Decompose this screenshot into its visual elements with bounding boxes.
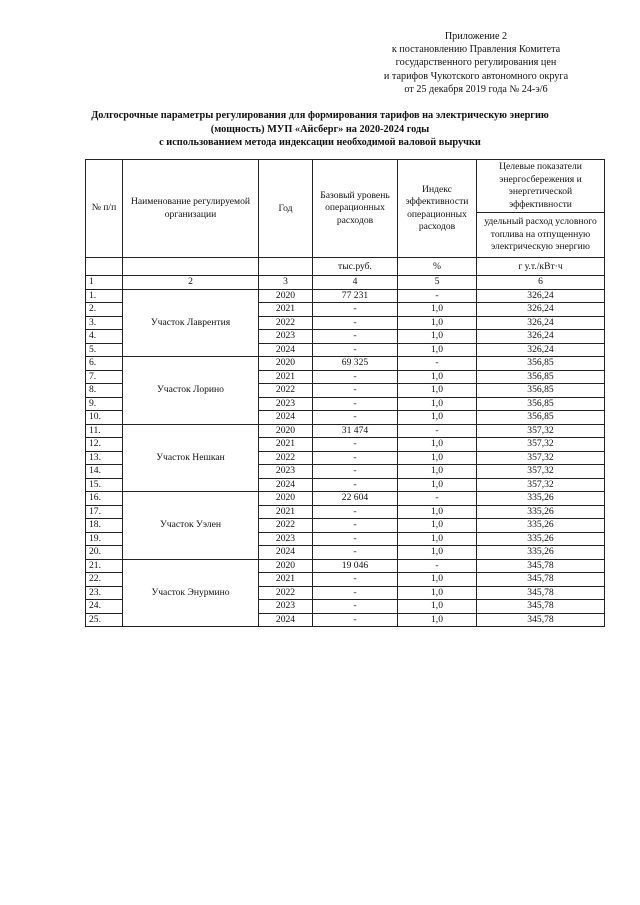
row-number: 16. <box>86 492 123 506</box>
row-efficiency-index: - <box>398 492 477 506</box>
row-year: 2023 <box>259 532 313 546</box>
row-fuel-consumption: 357,32 <box>477 424 605 438</box>
row-efficiency-index: - <box>398 424 477 438</box>
row-fuel-consumption: 335,26 <box>477 532 605 546</box>
units-base: тыс.руб. <box>313 258 398 276</box>
row-efficiency-index: 1,0 <box>398 330 477 344</box>
row-year: 2023 <box>259 330 313 344</box>
row-fuel-consumption: 345,78 <box>477 586 605 600</box>
row-year: 2020 <box>259 492 313 506</box>
row-fuel-consumption: 335,26 <box>477 505 605 519</box>
row-fuel-consumption: 356,85 <box>477 357 605 371</box>
row-year: 2022 <box>259 519 313 533</box>
row-fuel-consumption: 356,85 <box>477 370 605 384</box>
table-row <box>86 289 605 303</box>
organization-name: Участок Лаврентия <box>123 289 259 357</box>
organization-name: Участок Лорино <box>123 357 259 425</box>
row-year: 2023 <box>259 465 313 479</box>
row-number: 23. <box>86 586 123 600</box>
row-number: 4. <box>86 330 123 344</box>
colnum-cell: 1 <box>86 276 123 290</box>
row-number: 22. <box>86 573 123 587</box>
appendix-line: государственного регулирования цен <box>395 57 557 69</box>
row-efficiency-index: 1,0 <box>398 586 477 600</box>
row-number: 17. <box>86 505 123 519</box>
row-fuel-consumption: 326,24 <box>477 303 605 317</box>
row-fuel-consumption: 335,26 <box>477 546 605 560</box>
row-fuel-consumption: 357,32 <box>477 451 605 465</box>
row-efficiency-index: 1,0 <box>398 316 477 330</box>
title-line: с использованием метода индексации необходимой валовой выручки <box>159 137 481 148</box>
row-year: 2024 <box>259 546 313 560</box>
row-fuel-consumption: 326,24 <box>477 316 605 330</box>
row-number: 13. <box>86 451 123 465</box>
organization-name: Участок Уэлен <box>123 492 259 560</box>
appendix-line: к постановлению Правления Комитета <box>391 44 561 56</box>
row-efficiency-index: - <box>398 357 477 371</box>
row-fuel-consumption: 356,85 <box>477 411 605 425</box>
row-base-expenses: - <box>313 546 398 560</box>
row-efficiency-index: 1,0 <box>398 303 477 317</box>
row-number: 8. <box>86 384 123 398</box>
row-number: 12. <box>86 438 123 452</box>
row-efficiency-index: 1,0 <box>398 438 477 452</box>
row-efficiency-index: 1,0 <box>398 478 477 492</box>
appendix-line: от 25 декабря 2019 года № 24-э/6 <box>404 83 548 95</box>
row-year: 2024 <box>259 478 313 492</box>
row-base-expenses: 22 604 <box>313 492 398 506</box>
row-year: 2023 <box>259 397 313 411</box>
row-efficiency-index: 1,0 <box>398 600 477 614</box>
row-year: 2020 <box>259 289 313 303</box>
colnum-cell: 2 <box>123 276 259 290</box>
row-efficiency-index: 1,0 <box>398 411 477 425</box>
row-base-expenses: - <box>313 505 398 519</box>
organization-name: Участок Нешкан <box>123 424 259 492</box>
row-number: 15. <box>86 478 123 492</box>
row-number: 2. <box>86 303 123 317</box>
row-efficiency-index: 1,0 <box>398 532 477 546</box>
row-efficiency-index: 1,0 <box>398 505 477 519</box>
row-fuel-consumption: 345,78 <box>477 559 605 573</box>
row-year: 2022 <box>259 451 313 465</box>
row-year: 2024 <box>259 613 313 627</box>
units-index: % <box>398 258 477 276</box>
row-base-expenses: - <box>313 411 398 425</box>
row-base-expenses: - <box>313 330 398 344</box>
header-year: Год <box>259 160 313 258</box>
row-year: 2020 <box>259 559 313 573</box>
row-base-expenses: - <box>313 532 398 546</box>
row-year: 2022 <box>259 384 313 398</box>
row-year: 2022 <box>259 586 313 600</box>
row-base-expenses: - <box>313 384 398 398</box>
row-number: 7. <box>86 370 123 384</box>
header-base: Базовый уровень операционных расходов <box>313 160 398 258</box>
row-fuel-consumption: 356,85 <box>477 384 605 398</box>
organization-name: Участок Энурмино <box>123 559 259 627</box>
colnum-cell: 3 <box>259 276 313 290</box>
parameters-table <box>85 159 605 627</box>
row-fuel-consumption: 345,78 <box>477 600 605 614</box>
row-fuel-consumption: 326,24 <box>477 289 605 303</box>
row-year: 2024 <box>259 411 313 425</box>
row-base-expenses: - <box>313 438 398 452</box>
units-num <box>86 258 123 276</box>
row-base-expenses: - <box>313 303 398 317</box>
colnum-cell: 4 <box>313 276 398 290</box>
row-base-expenses: - <box>313 316 398 330</box>
units-org <box>123 258 259 276</box>
row-number: 19. <box>86 532 123 546</box>
row-number: 20. <box>86 546 123 560</box>
row-base-expenses: 77 231 <box>313 289 398 303</box>
table-row <box>86 559 605 573</box>
row-efficiency-index: 1,0 <box>398 573 477 587</box>
title-line: Долгосрочные параметры регулирования для формирования тарифов на электрическую энергию <box>91 110 549 121</box>
header-num: № п/п <box>86 160 123 258</box>
row-efficiency-index: - <box>398 289 477 303</box>
row-base-expenses: - <box>313 613 398 627</box>
row-efficiency-index: 1,0 <box>398 465 477 479</box>
row-year: 2021 <box>259 505 313 519</box>
row-efficiency-index: - <box>398 559 477 573</box>
row-fuel-consumption: 345,78 <box>477 613 605 627</box>
colnum-cell: 6 <box>477 276 605 290</box>
document-title <box>60 109 580 150</box>
row-efficiency-index: 1,0 <box>398 343 477 357</box>
row-fuel-consumption: 335,26 <box>477 519 605 533</box>
row-number: 11. <box>86 424 123 438</box>
table-row <box>86 357 605 371</box>
units-fuel: г у.т./кВт·ч <box>477 258 605 276</box>
row-number: 1. <box>86 289 123 303</box>
row-year: 2020 <box>259 424 313 438</box>
row-fuel-consumption: 357,32 <box>477 478 605 492</box>
colnum-cell: 5 <box>398 276 477 290</box>
row-fuel-consumption: 345,78 <box>477 573 605 587</box>
row-base-expenses: 69 325 <box>313 357 398 371</box>
row-base-expenses: - <box>313 465 398 479</box>
row-base-expenses: - <box>313 586 398 600</box>
row-efficiency-index: 1,0 <box>398 451 477 465</box>
appendix-line: Приложение 2 <box>444 31 508 42</box>
row-base-expenses: 19 046 <box>313 559 398 573</box>
appendix-block <box>356 30 596 96</box>
row-fuel-consumption: 357,32 <box>477 465 605 479</box>
appendix-line: и тарифов Чукотского автономного округа <box>383 70 569 82</box>
row-number: 3. <box>86 316 123 330</box>
title-line: (мощность) МУП «Айсберг» на 2020-2024 годы <box>210 123 430 135</box>
row-fuel-consumption: 357,32 <box>477 438 605 452</box>
row-base-expenses: - <box>313 397 398 411</box>
table-row <box>86 424 605 438</box>
row-efficiency-index: 1,0 <box>398 370 477 384</box>
row-year: 2021 <box>259 370 313 384</box>
row-efficiency-index: 1,0 <box>398 613 477 627</box>
table-row <box>86 492 605 506</box>
row-number: 10. <box>86 411 123 425</box>
row-year: 2021 <box>259 573 313 587</box>
header-org: Наименование регулируемой организации <box>123 160 259 258</box>
row-year: 2022 <box>259 316 313 330</box>
header-targets: Целевые показатели энергосбережения и энергетической эффективности <box>477 160 605 213</box>
row-number: 21. <box>86 559 123 573</box>
row-base-expenses: - <box>313 519 398 533</box>
row-base-expenses: - <box>313 451 398 465</box>
header-fuel: удельный расход условного топлива на отпущенную электрическую энергию <box>477 213 605 258</box>
row-base-expenses: - <box>313 573 398 587</box>
row-number: 9. <box>86 397 123 411</box>
row-base-expenses: - <box>313 478 398 492</box>
row-base-expenses: 31 474 <box>313 424 398 438</box>
row-fuel-consumption: 356,85 <box>477 397 605 411</box>
row-base-expenses: - <box>313 343 398 357</box>
row-year: 2023 <box>259 600 313 614</box>
row-base-expenses: - <box>313 370 398 384</box>
row-number: 14. <box>86 465 123 479</box>
row-efficiency-index: 1,0 <box>398 384 477 398</box>
units-year <box>259 258 313 276</box>
row-year: 2021 <box>259 438 313 452</box>
row-efficiency-index: 1,0 <box>398 519 477 533</box>
row-fuel-consumption: 326,24 <box>477 343 605 357</box>
row-year: 2024 <box>259 343 313 357</box>
row-base-expenses: - <box>313 600 398 614</box>
row-number: 5. <box>86 343 123 357</box>
row-year: 2020 <box>259 357 313 371</box>
row-efficiency-index: 1,0 <box>398 397 477 411</box>
row-year: 2021 <box>259 303 313 317</box>
row-number: 6. <box>86 357 123 371</box>
row-efficiency-index: 1,0 <box>398 546 477 560</box>
header-index: Индекс эффективности операционных расходов <box>398 160 477 258</box>
row-fuel-consumption: 335,26 <box>477 492 605 506</box>
row-number: 25. <box>86 613 123 627</box>
row-number: 24. <box>86 600 123 614</box>
row-number: 18. <box>86 519 123 533</box>
row-fuel-consumption: 326,24 <box>477 330 605 344</box>
